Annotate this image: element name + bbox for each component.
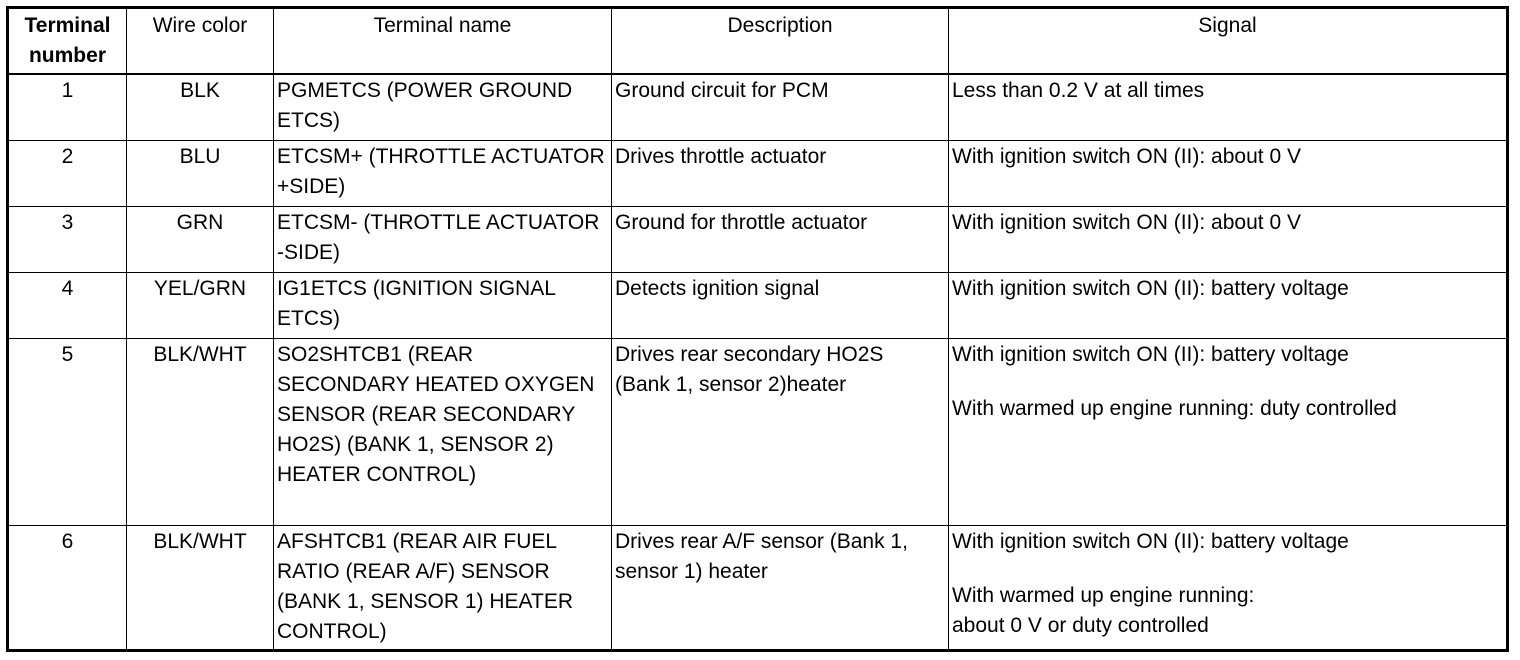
description-cell: Drives throttle actuator: [612, 140, 949, 206]
signal-cell: [949, 338, 1508, 525]
description-cell: Drives rear secondary HO2S (Bank 1, sensor 2)heater: [612, 338, 949, 525]
signal-text: With warmed up engine running: about 0 V or duty controlled: [952, 583, 1255, 637]
terminal-name-cell: SO2SHTCB1 (REAR SECONDARY HEATED OXYGEN SENSOR (REAR SECONDARY HO2S) (BANK 1, SENSOR 2) HEATER CONTROL): [274, 338, 612, 525]
table-row: [8, 338, 1508, 525]
terminal-name-cell: IG1ETCS (IGNITION SIGNAL ETCS): [274, 272, 612, 338]
header-description: Description: [612, 8, 949, 75]
wire-color-cell: GRN: [127, 206, 274, 272]
header-signal: Signal: [949, 8, 1508, 75]
wire-color-cell: BLU: [127, 140, 274, 206]
signal-cell: [949, 206, 1508, 272]
terminal-number-cell: 4: [8, 272, 127, 338]
signal-text: With ignition switch ON (II): battery voltage: [952, 276, 1349, 300]
terminal-pinout-table: [6, 6, 1509, 652]
signal-cell: [949, 272, 1508, 338]
header-terminal-number: [8, 8, 127, 75]
description-cell: Detects ignition signal: [612, 272, 949, 338]
table-row: [8, 525, 1508, 650]
table-row: [8, 206, 1508, 272]
signal-text: Less than 0.2 V at all times: [952, 79, 1205, 102]
header-wire-color: Wire color: [127, 8, 274, 75]
signal-text: With ignition switch ON (II): battery voltage: [952, 529, 1349, 553]
terminal-number-cell: 1: [8, 74, 127, 140]
table-row: [8, 74, 1508, 140]
header-terminal-name: Terminal name: [274, 8, 612, 75]
signal-text: With ignition switch ON (II): battery voltage: [952, 342, 1349, 366]
terminal-number-cell: 6: [8, 525, 127, 650]
terminal-name-cell: AFSHTCB1 (REAR AIR FUEL RATIO (REAR A/F) SENSOR (BANK 1, SENSOR 1) HEATER CONTROL): [274, 525, 612, 650]
terminal-name-cell: ETCSM+ (THROTTLE ACTUATOR +SIDE): [274, 140, 612, 206]
wire-color-cell: BLK: [127, 74, 274, 140]
terminal-number-cell: 2: [8, 140, 127, 206]
signal-cell: [949, 525, 1508, 650]
description-cell: Drives rear A/F sensor (Bank 1, sensor 1) heater: [612, 525, 949, 650]
signal-cell: [949, 140, 1508, 206]
signal-text: With ignition switch ON (II): about 0 V: [952, 144, 1301, 168]
signal-text: With warmed up engine running: duty controlled: [952, 396, 1397, 420]
wire-color-cell: YEL/GRN: [127, 272, 274, 338]
signal-text: With ignition switch ON (II): about 0 V: [952, 210, 1301, 234]
header-terminal-number-line2: number: [28, 44, 106, 67]
signal-cell: [949, 74, 1508, 140]
description-cell: Ground for throttle actuator: [612, 206, 949, 272]
wire-color-cell: BLK/WHT: [127, 338, 274, 525]
table-row: [8, 140, 1508, 206]
terminal-name-cell: ETCSM- (THROTTLE ACTUATOR -SIDE): [274, 206, 612, 272]
wire-color-cell: BLK/WHT: [127, 525, 274, 650]
terminal-number-cell: 5: [8, 338, 127, 525]
table-row: [8, 272, 1508, 338]
terminal-number-cell: 3: [8, 206, 127, 272]
terminal-name-cell: PGMETCS (POWER GROUND ETCS): [274, 74, 612, 140]
description-cell: Ground circuit for PCM: [612, 74, 949, 140]
header-terminal-number-line1: Terminal: [24, 14, 111, 37]
header-row: [8, 8, 1508, 75]
